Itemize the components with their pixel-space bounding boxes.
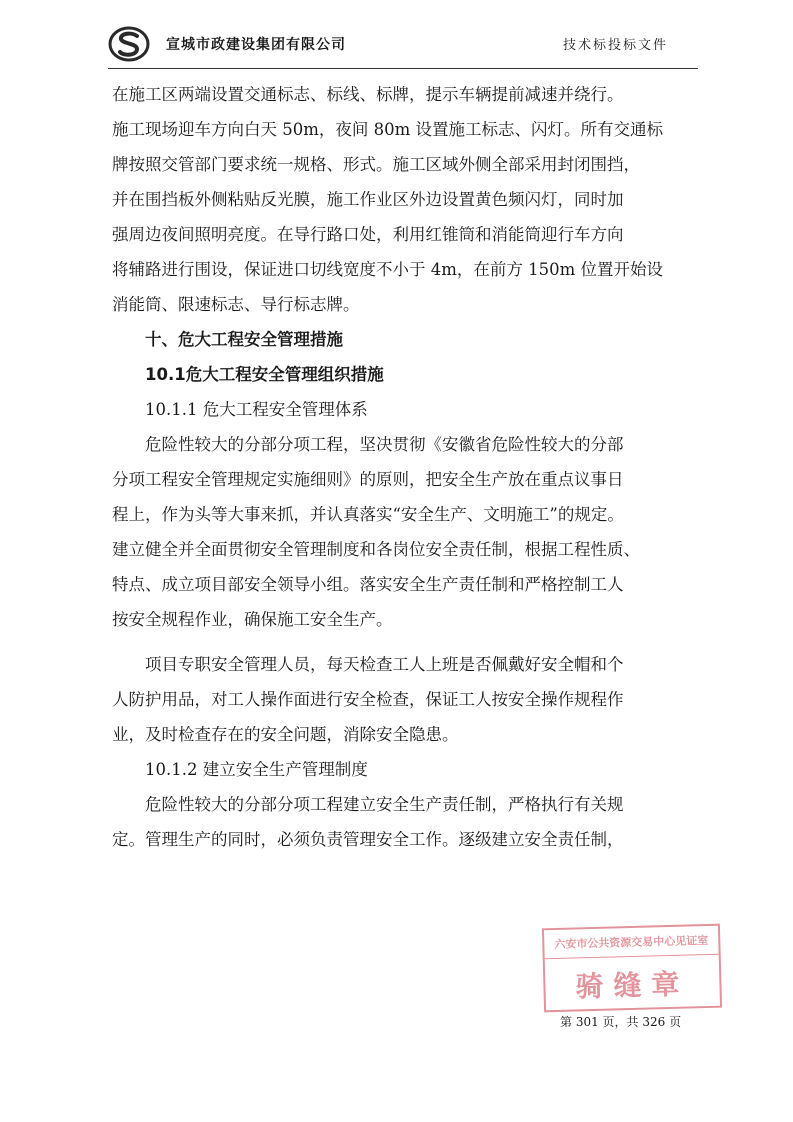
company-name: 宣城市政建设集团有限公司	[166, 37, 346, 53]
text-line: 施工现场迎车方向白天 50m，夜间 80m 设置施工标志、闪灯。所有交通标	[112, 120, 664, 139]
text-line: 定。管理生产的同时，必须负责管理安全工作。逐级建立安全责任制，	[112, 830, 624, 849]
text-line: 项目专职安全管理人员，每天检查工人上班是否佩戴好安全帽和个	[145, 655, 624, 674]
text-line: 牌按照交管部门要求统一规格、形式。施工区域外侧全部采用封闭围挡，	[112, 155, 640, 174]
section-heading: 十、危大工程安全管理措施	[145, 330, 343, 349]
document-body	[112, 78, 697, 858]
stamp-title-text: 骑缝章	[575, 967, 690, 1004]
text-line: 分项工程安全管理规定实施细则》的原则，把安全生产放在重点议事日	[112, 470, 624, 489]
text-line: 按安全规程作业，确保施工安全生产。	[112, 610, 393, 629]
stamp-divider	[545, 954, 719, 960]
stamp-org-text: 六安市公共资源交易中心见证室	[554, 933, 709, 952]
subsubsection-heading: 10.1.1 危大工程安全管理体系	[145, 400, 368, 419]
text-line: 将辅路进行围设，保证进口切线宽度不小于 4m，在前方 150m 位置开始设	[112, 260, 664, 279]
subsubsection-heading: 10.1.2 建立安全生产管理制度	[145, 760, 368, 779]
subsection-heading: 10.1危大工程安全管理组织措施	[145, 365, 384, 384]
text-line: 并在围挡板外侧粘贴反光膜，施工作业区外边设置黄色频闪灯，同时加	[112, 190, 624, 209]
text-line: 在施工区两端设置交通标志、标线、标牌，提示车辆提前减速并绕行。	[112, 85, 624, 104]
text-line: 消能筒、限速标志、导行标志牌。	[112, 295, 360, 314]
text-line: 建立健全并全面贯彻安全管理制度和各岗位安全责任制，根据工程性质、	[112, 540, 640, 559]
text-line: 危险性较大的分部分项工程建立安全生产责任制，严格执行有关规	[145, 795, 624, 814]
text-line: 特点、成立项目部安全领导小组。落实安全生产责任制和严格控制工人	[112, 575, 624, 594]
paragraph-safety-system	[112, 428, 697, 636]
paragraph-traffic-control	[112, 78, 697, 321]
seal-stamp	[542, 924, 722, 1013]
text-line: 程上，作为头等大事来抓，并认真落实“安全生产、文明施工”的规定。	[112, 505, 624, 524]
text-line: 人防护用品，对工人操作面进行安全检查，保证工人按安全操作规程作	[112, 690, 624, 709]
paragraph-safety-officer	[112, 648, 697, 751]
text-line: 危险性较大的分部分项工程，坚决贯彻《安徽省危险性较大的分部	[145, 435, 624, 454]
text-line: 业，及时检查存在的安全问题，消除安全隐患。	[112, 725, 459, 744]
company-logo-s-icon	[108, 26, 150, 62]
document-type: 技术标投标文件	[562, 38, 668, 53]
page-header	[108, 20, 698, 69]
paragraph-responsibility	[112, 788, 697, 856]
page-number: 第 301 页，共 326 页	[560, 1015, 682, 1029]
text-line: 强周边夜间照明亮度。在导行路口处，利用红锥筒和消能筒迎行车方向	[112, 225, 624, 244]
